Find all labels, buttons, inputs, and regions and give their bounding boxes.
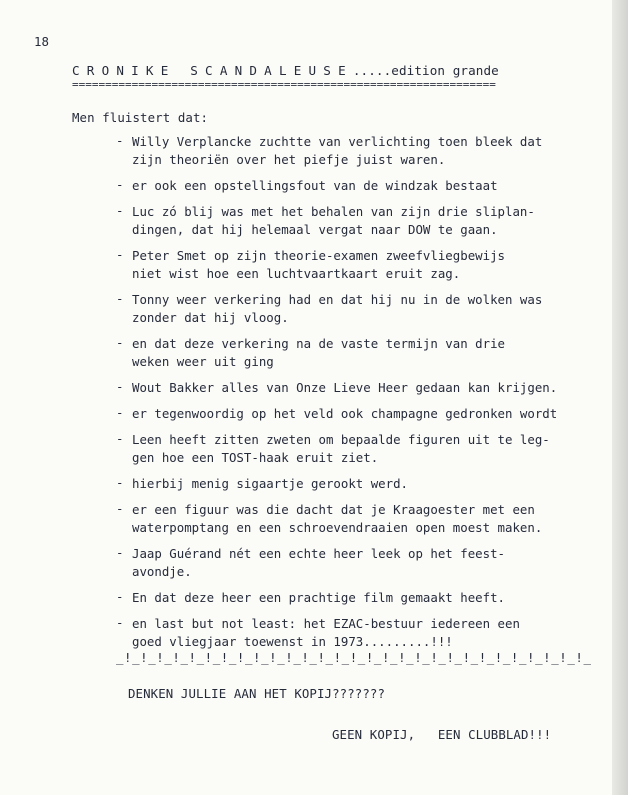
item-dash: - <box>116 475 124 490</box>
list-item <box>116 475 616 493</box>
list-item <box>116 133 616 169</box>
item-text: er een figuur was die dacht dat je Kraagoester met een waterpomptang en een schroevendraaien open moest maken. <box>132 502 543 535</box>
item-text: Willy Verplancke zuchtte van verlichting toen bleek dat zijn theoriën over het piefje juist waren. <box>132 134 543 167</box>
item-dash: - <box>116 203 124 218</box>
list-item <box>116 335 616 371</box>
list-item <box>116 177 616 195</box>
list-item <box>116 405 616 423</box>
item-text: Luc zó blij was met het behalen van zijn drie sliplan- dingen, dat hij helemaal vergat naar DOW te gaan. <box>132 204 535 237</box>
item-dash: - <box>116 405 124 420</box>
item-text: Leen heeft zitten zweten om bepaalde figuren uit te leg- gen hoe een TOST-haak eruit ziet. <box>132 432 550 465</box>
kopij-reminder: DENKEN JULLIE AAN HET KOPIJ??????? <box>128 686 386 701</box>
item-dash: - <box>116 133 124 148</box>
double-rule: ================================================================ <box>72 78 496 91</box>
item-dash: - <box>116 247 124 262</box>
list-item <box>116 247 616 283</box>
item-dash: - <box>116 431 124 446</box>
list-item <box>116 589 616 607</box>
intro-line: Men fluistert dat: <box>72 110 209 125</box>
item-text: en dat deze verkering na de vaste termijn van drie weken weer uit ging <box>132 336 505 369</box>
gossip-list <box>116 133 616 659</box>
list-item <box>116 545 616 581</box>
item-text: en last but not least: het EZAC-bestuur iedereen een goed vliegjaar toewenst in 1973.........!!! <box>132 616 520 649</box>
title-spaced: CRONIKE SCANDALEUSE <box>72 63 353 78</box>
list-item <box>116 615 616 651</box>
item-dash: - <box>116 379 124 394</box>
item-text: En dat deze heer een prachtige film gemaakt heeft. <box>132 590 505 605</box>
item-dash: - <box>116 177 124 192</box>
title-suffix: edition grande <box>391 63 499 78</box>
list-item <box>116 203 616 239</box>
item-dash: - <box>116 291 124 306</box>
title-dots: ..... <box>352 63 392 78</box>
exclamation-divider: _!_!_!_!_!_!_!_!_!_!_!_!_!_!_!_!_!_!_!_!_!_!_!_!_!_!_!_!_!_ <box>116 650 592 665</box>
page-number: 18 <box>34 34 50 49</box>
list-item <box>116 291 616 327</box>
list-item <box>116 379 616 397</box>
list-item <box>116 501 616 537</box>
item-dash: - <box>116 545 124 560</box>
item-text: hierbij menig sigaartje gerookt werd. <box>132 476 409 491</box>
item-text: Peter Smet op zijn theorie-examen zweefvliegbewijs niet wist hoe een luchtvaartkaart eruit zag. <box>132 248 505 281</box>
item-text: Wout Bakker alles van Onze Lieve Heer gedaan kan krijgen. <box>132 380 558 395</box>
item-text: er ook een opstellingsfout van de windzak bestaat <box>132 178 498 193</box>
closing-slogan: GEEN KOPIJ, EEN CLUBBLAD!!! <box>332 727 552 742</box>
item-dash: - <box>116 335 124 350</box>
item-dash: - <box>116 501 124 516</box>
item-text: er tegenwoordig op het veld ook champagne gedronken wordt <box>132 406 558 421</box>
item-dash: - <box>116 615 124 630</box>
item-dash: - <box>116 589 124 604</box>
list-item <box>116 431 616 467</box>
page-title <box>72 63 499 78</box>
item-text: Jaap Guérand nét een echte heer leek op het feest- avondje. <box>132 546 505 579</box>
item-text: Tonny weer verkering had en dat hij nu in de wolken was zonder dat hij vloog. <box>132 292 543 325</box>
